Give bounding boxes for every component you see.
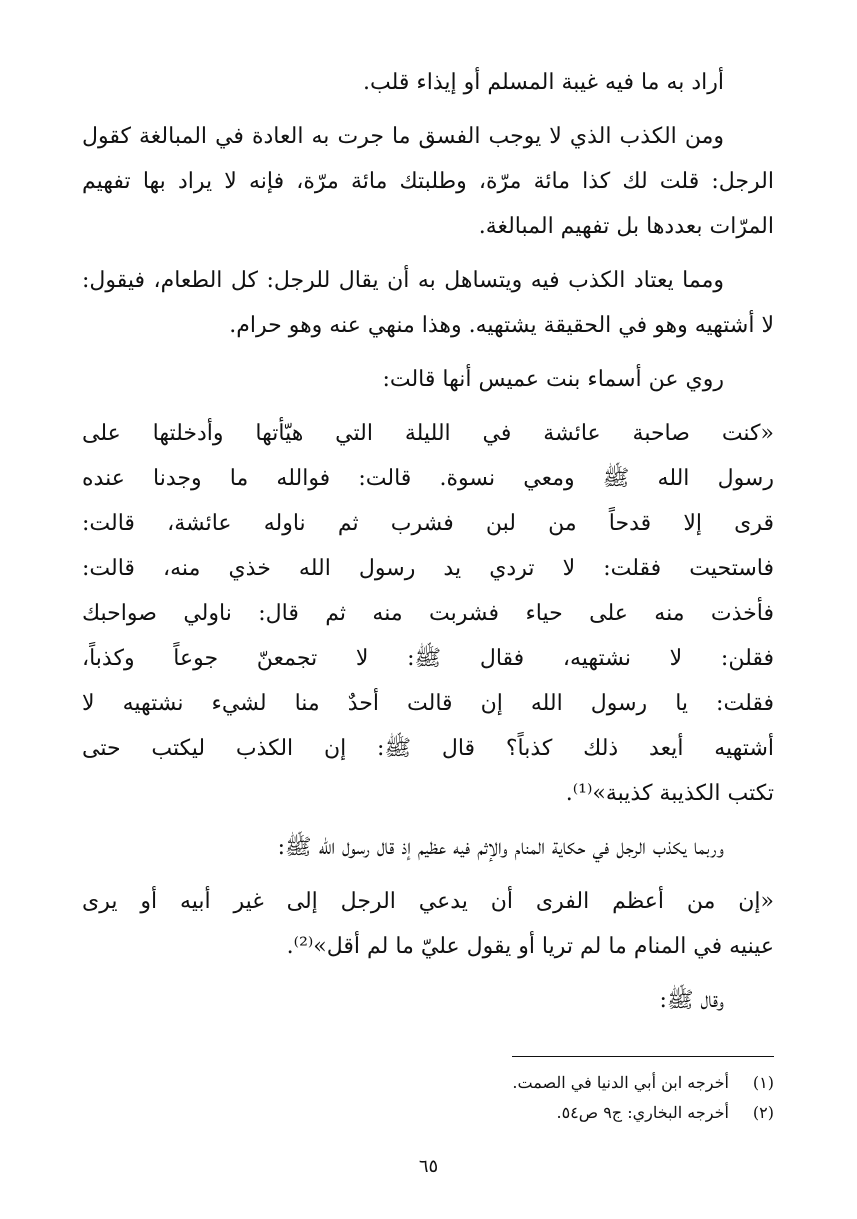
quote-line: «كنت صاحبة عائشة في الليلة التي هيّأتها وأدخلتها على bbox=[82, 421, 774, 446]
page-body bbox=[82, 60, 774, 1032]
footnotes bbox=[82, 1068, 774, 1128]
quote-line: «إن من أعظم الفرى أن يدعي الرجل إلى غير أبيه أو يرى bbox=[82, 889, 774, 914]
quote-line: فقلت: يا رسول الله إن قالت أحدٌ منا لشيء نشتهيه لا bbox=[82, 691, 774, 716]
footnote-divider bbox=[512, 1056, 774, 1057]
quote-line: فاستحيت فقلت: لا تردي يد رسول الله خذي منه، قالت: bbox=[82, 556, 774, 581]
paragraph-dream: وربما يكذب الرجل في حكاية المنام والإثم فيه عظيم إذ قال رسول الله ﷺ: bbox=[277, 835, 724, 860]
quote-line: تكتب الكذيبة كذيبة»⁽¹⁾. bbox=[565, 781, 774, 806]
footnote-number: (١) bbox=[752, 1073, 774, 1092]
footnote-1 bbox=[82, 1068, 774, 1098]
paragraph-asma-intro: روي عن أسماء بنت عميس أنها قالت: bbox=[382, 367, 724, 392]
quote-line: قرى إلا قدحاً من لبن فشرب ثم ناوله عائشة، قالت: bbox=[82, 511, 774, 536]
footnote-text: أخرجه ابن أبي الدنيا في الصمت. bbox=[512, 1073, 729, 1092]
page-number: ٦٥ bbox=[418, 1156, 439, 1177]
paragraph-food: ومما يعتاد الكذب فيه ويتساهل به أن يقال للرجل: كل الطعام، فيقول: لا أشتهيه وهو في الحقيقة يشتهيه. وهذا منهي عنه وهو حرام. bbox=[82, 268, 774, 338]
footnote-2 bbox=[82, 1098, 774, 1128]
paragraph-said: وقال ﷺ: bbox=[659, 988, 724, 1013]
footnote-text: أخرجه البخاري: ج٩ ص٥٤. bbox=[556, 1103, 729, 1122]
quote-line: أشتهيه أيعد ذلك كذباً؟ قال ﷺ: إن الكذب ليكتب حتى bbox=[82, 736, 774, 761]
footnote-number: (٢) bbox=[752, 1103, 774, 1122]
quote-line: رسول الله ﷺ ومعي نسوة. قالت: فوالله ما وجدنا عنده bbox=[82, 466, 774, 491]
quote-asma bbox=[82, 411, 774, 816]
quote-dream bbox=[82, 879, 774, 969]
quote-line: فقلن: لا نشتهيه، فقال ﷺ: لا تجمعنّ جوعاً وكذباً، bbox=[82, 646, 774, 671]
paragraph-intro: أراد به ما فيه غيبة المسلم أو إيذاء قلب. bbox=[363, 70, 724, 95]
quote-line: فأخذت منه على حياء فشربت منه ثم قال: ناولي صواحبك bbox=[82, 601, 774, 626]
paragraph-exaggeration: ومن الكذب الذي لا يوجب الفسق ما جرت به العادة في المبالغة كقول الرجل: قلت لك كذا مائة مرّة، وطلبتك مائة مرّة، فإنه لا يراد بها تفهيم المرّات بعددها بل تفهيم المبالغة. bbox=[82, 124, 774, 239]
quote-line: عينيه في المنام ما لم تريا أو يقول عليّ ما لم أقل»⁽²⁾. bbox=[286, 934, 774, 959]
